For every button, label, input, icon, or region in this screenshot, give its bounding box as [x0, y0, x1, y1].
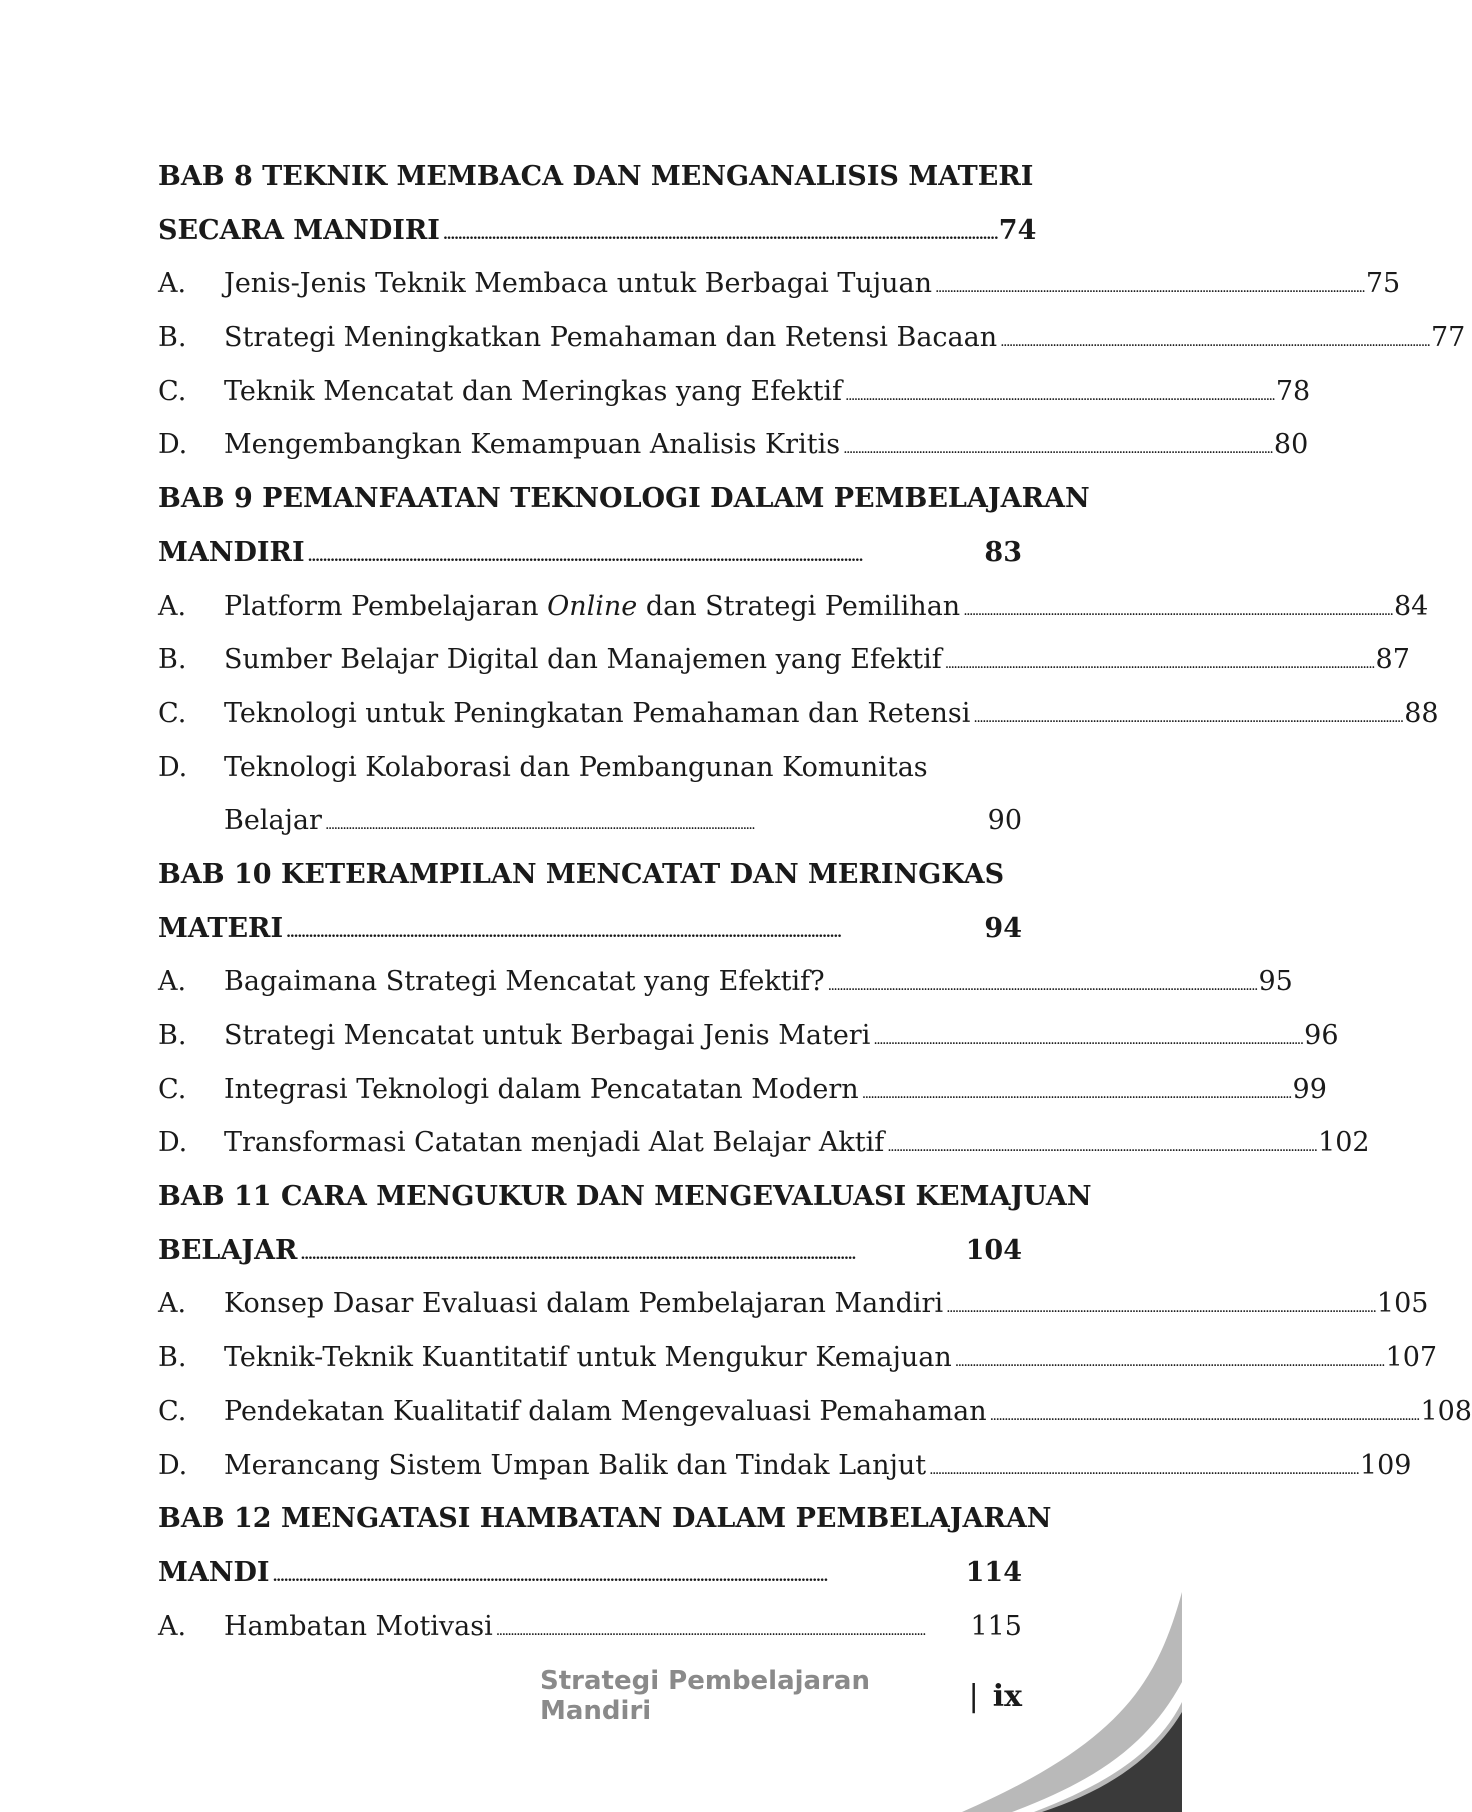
toc-entry[interactable] — [158, 687, 1439, 741]
entry-title-italic: Online — [547, 590, 638, 622]
toc-entry[interactable] — [158, 580, 1429, 634]
entry-title: Bagaimana Strategi Mencatat yang Efektif? — [224, 966, 825, 998]
entry-letter: A. — [158, 1610, 187, 1642]
footer-book-title: Strategi Pembelajaran Mandiri — [540, 1666, 870, 1726]
leader-dots — [873, 1009, 1301, 1068]
entry-letter: D. — [158, 429, 188, 461]
page-number: 77 — [1430, 322, 1466, 354]
page-number: 96 — [1304, 1020, 1339, 1051]
leader-dots — [945, 633, 1373, 692]
page-number: 75 — [1365, 268, 1401, 300]
chapter-heading[interactable]: BAB 10 KETERAMPILAN MENCATAT DAN MERINGKAS — [158, 858, 1005, 890]
entry-title: Pendekatan Kualitatif dalam Mengevaluasi Pemahaman — [224, 1395, 987, 1427]
entry-letter: C. — [158, 375, 187, 407]
toc-entry[interactable] — [158, 365, 1311, 419]
leader-dots — [946, 1277, 1374, 1336]
entry-title: Transformasi Catatan menjadi Alat Belajar Aktif — [224, 1127, 885, 1159]
leader-dots — [862, 1063, 1290, 1122]
toc-entry[interactable] — [158, 1600, 1022, 1654]
chapter-title: BELAJAR — [158, 1234, 298, 1266]
page-number: 78 — [1275, 375, 1311, 407]
chapter-title: MANDI — [158, 1556, 270, 1588]
page-number: 84 — [1394, 590, 1429, 622]
page-number: 99 — [1292, 1073, 1327, 1105]
page-number: 104 — [965, 1234, 1022, 1266]
chapter-title: SECARA MANDIRI — [158, 214, 440, 246]
toc-entry[interactable] — [158, 1385, 1472, 1439]
page-number: 88 — [1404, 697, 1439, 729]
entry-title: Mengembangkan Kemampuan Analisis Kritis — [224, 429, 841, 461]
leader-dots — [1000, 311, 1428, 370]
page-number: 90 — [987, 805, 1022, 837]
leader-dots — [973, 687, 1401, 746]
entry-title: Teknologi untuk Peningkatan Pemahaman dan Retensi — [224, 697, 971, 729]
entry-letter: D. — [158, 751, 188, 783]
page-number: 105 — [1376, 1288, 1429, 1320]
entry-title: Teknik-Teknik Kuantitatif untuk Mengukur Kemajuan — [224, 1342, 952, 1374]
page-number: 94 — [984, 912, 1022, 944]
entry-title — [224, 580, 960, 634]
table-of-contents — [158, 150, 1472, 1653]
page-number: 87 — [1375, 644, 1410, 676]
entry-title: Teknik Mencatat dan Meringkas yang Efektif — [224, 375, 843, 407]
leader-dots — [887, 1116, 1315, 1175]
toc-entry[interactable] — [158, 1277, 1429, 1331]
leader-dots — [273, 1546, 963, 1605]
entry-letter: C. — [158, 1073, 187, 1105]
toc-entry[interactable] — [158, 633, 1410, 687]
toc-entry[interactable] — [158, 1063, 1327, 1117]
entry-title: Hambatan Motivasi — [224, 1610, 493, 1642]
chapter-title: MANDIRI — [158, 536, 305, 568]
entry-letter: B. — [158, 1020, 187, 1051]
entry-letter: A. — [158, 590, 187, 622]
leader-dots — [990, 1385, 1418, 1444]
leader-dots — [935, 257, 1363, 316]
chapter-heading-line[interactable] — [158, 1224, 1022, 1278]
entry-letter: A. — [158, 1288, 187, 1320]
page-number: 83 — [984, 536, 1022, 568]
toc-entry[interactable] — [158, 311, 1466, 365]
toc-entry-continuation[interactable] — [158, 794, 1022, 848]
page-number: 109 — [1359, 1449, 1412, 1481]
entry-letter: A. — [158, 966, 187, 998]
entry-title-part: Platform Pembelajaran — [224, 590, 548, 622]
leader-dots — [929, 1439, 1357, 1498]
entry-letter: C. — [158, 697, 187, 729]
chapter-heading[interactable]: BAB 12 MENGATASI HAMBATAN DALAM PEMBELAJARAN — [158, 1503, 1052, 1535]
entry-title: Sumber Belajar Digital dan Manajemen yang Efektif — [224, 644, 942, 676]
page-number: 74 — [998, 214, 1037, 246]
page-number: 102 — [1318, 1127, 1370, 1159]
toc-entry[interactable] — [158, 1116, 1370, 1170]
leader-dots — [286, 902, 981, 961]
entry-title: Strategi Mencatat untuk Berbagai Jenis Materi — [224, 1020, 871, 1051]
toc-entry[interactable] — [158, 741, 1022, 795]
chapter-heading[interactable]: BAB 8 TEKNIK MEMBACA DAN MENGANALISIS MATERI — [158, 161, 1034, 192]
entry-title: Integrasi Teknologi dalam Pencatatan Modern — [224, 1073, 859, 1105]
entry-letter: B. — [158, 322, 187, 354]
chapter-heading[interactable]: BAB 9 PEMANFAATAN TEKNOLOGI DALAM PEMBELAJARAN — [158, 483, 1090, 515]
chapter-title: MATERI — [158, 912, 284, 944]
toc-entry[interactable] — [158, 1439, 1412, 1493]
toc-entry[interactable] — [158, 257, 1401, 311]
toc-entry[interactable] — [158, 955, 1293, 1009]
entry-letter: B. — [158, 644, 187, 676]
chapter-heading-line[interactable] — [158, 204, 1037, 258]
page-number: 115 — [970, 1610, 1022, 1642]
entry-title: Teknologi Kolaborasi dan Pembangunan Komunitas — [224, 751, 928, 783]
entry-title-part: dan Strategi Pemilihan — [637, 590, 961, 622]
footer-page-number: ix — [992, 1678, 1022, 1714]
toc-entry[interactable] — [158, 1331, 1438, 1385]
page-number: 114 — [965, 1556, 1022, 1588]
entry-title: Strategi Meningkatkan Pemahaman dan Retensi Bacaan — [224, 322, 998, 354]
leader-dots — [301, 1224, 963, 1283]
page-number: 108 — [1420, 1395, 1472, 1427]
leader-dots — [325, 794, 985, 853]
toc-entry[interactable] — [158, 1009, 1339, 1063]
chapter-heading-line[interactable] — [158, 1546, 1022, 1600]
leader-dots — [828, 955, 1256, 1014]
page-number: 107 — [1385, 1342, 1438, 1374]
leader-dots — [963, 580, 1391, 639]
entry-title-continued: Belajar — [224, 805, 322, 837]
leader-dots — [955, 1331, 1383, 1390]
chapter-heading[interactable]: BAB 11 CARA MENGUKUR DAN MENGEVALUASI KEMAJUAN — [158, 1181, 1092, 1213]
entry-letter: D. — [158, 1127, 188, 1159]
chapter-heading-line[interactable] — [158, 902, 1022, 956]
footer-separator: | — [968, 1678, 979, 1714]
entry-title: Jenis-Jenis Teknik Membaca untuk Berbagai Tujuan — [224, 268, 933, 300]
entry-title: Konsep Dasar Evaluasi dalam Pembelajaran Mandiri — [224, 1288, 944, 1320]
page-number: 80 — [1273, 429, 1309, 461]
toc-entry[interactable] — [158, 418, 1309, 472]
chapter-heading-line[interactable] — [158, 526, 1022, 580]
page-number: 95 — [1258, 966, 1293, 998]
entry-letter: B. — [158, 1342, 187, 1374]
leader-dots — [845, 365, 1273, 424]
leader-dots — [308, 526, 982, 585]
entry-title: Merancang Sistem Umpan Balik dan Tindak Lanjut — [224, 1449, 927, 1481]
entry-letter: A. — [158, 268, 187, 300]
entry-letter: C. — [158, 1395, 187, 1427]
leader-dots — [443, 204, 996, 263]
entry-letter: D. — [158, 1449, 188, 1481]
corner-decoration — [922, 1562, 1182, 1812]
leader-dots — [843, 418, 1271, 477]
leader-dots — [496, 1600, 968, 1659]
